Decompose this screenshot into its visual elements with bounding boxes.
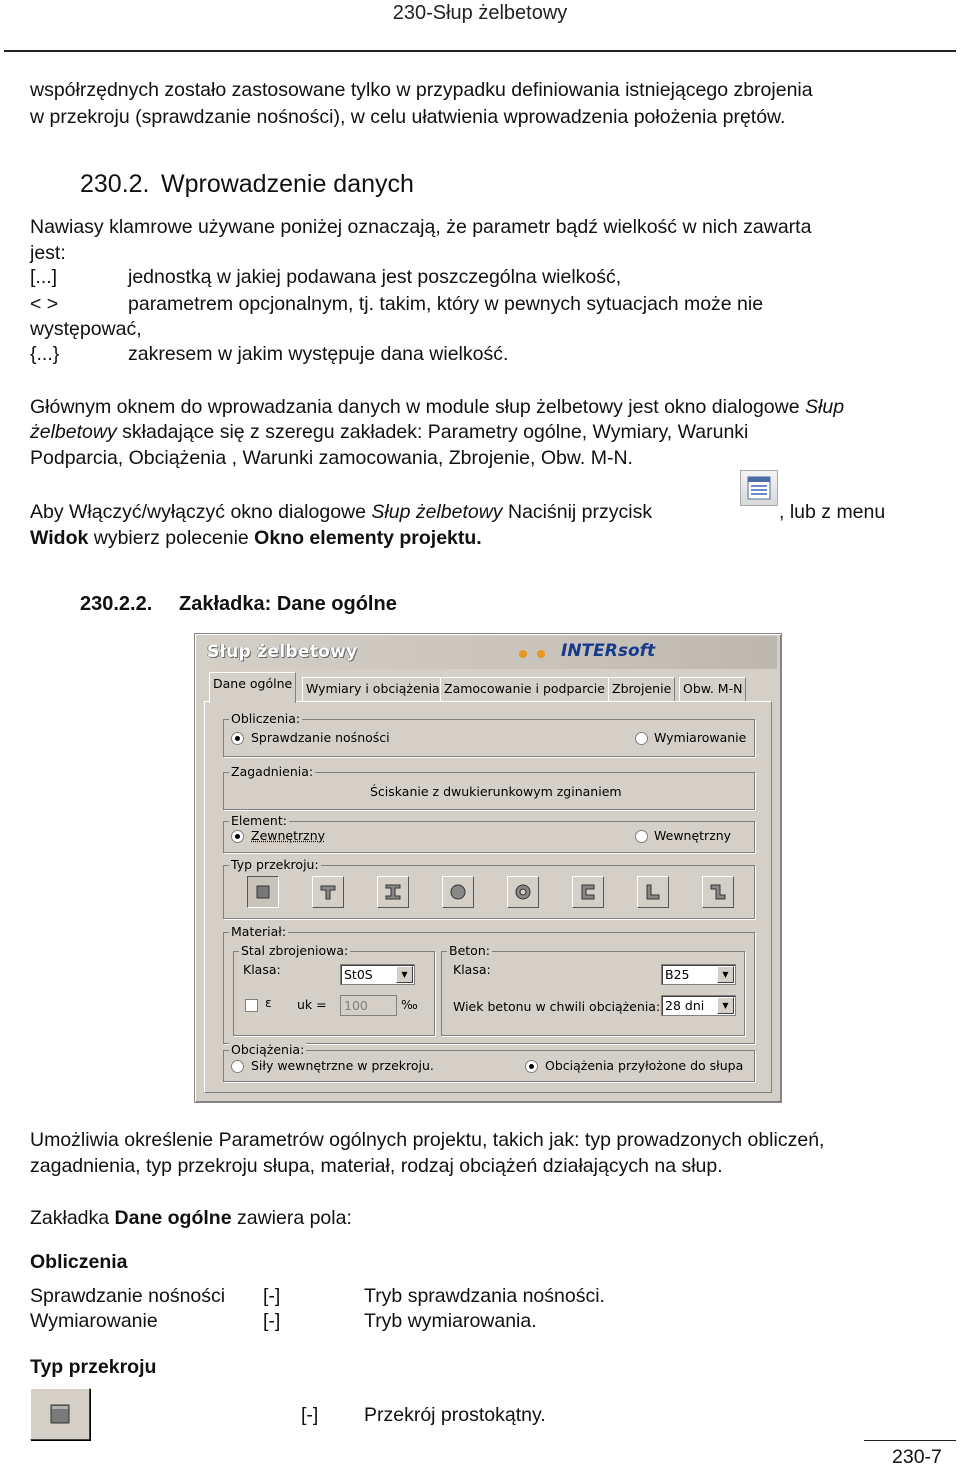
stal-klasa-select[interactable] (340, 964, 415, 985)
legend-sym-3: {...} (30, 343, 60, 365)
section-z-button[interactable] (702, 876, 734, 908)
section-c-button[interactable] (572, 876, 604, 908)
c-section-icon (579, 883, 597, 901)
section-rectangle-button[interactable] (247, 876, 279, 908)
section-p2-line1: Głównym oknem do wprowadzania danych w module słup żelbetowy jest okno dialogowe Słup (30, 396, 845, 418)
i-section-icon (384, 883, 402, 901)
page-number: 230-7 (892, 1446, 942, 1468)
elements-window-button-icon (740, 470, 778, 506)
after-p1-line1: Umożliwia określenie Parametrów ogólnych projektu, takich jak: typ prowadzonych obliczeń, (30, 1129, 825, 1151)
section-t-button[interactable] (312, 876, 344, 908)
radio-sprawdzanie-nosnosci-label: Sprawdzanie nośności (251, 730, 390, 745)
group-obliczenia-label: Obliczenia: (231, 711, 301, 726)
z-section-icon (709, 883, 727, 901)
field-unit-2: [-] (263, 1310, 281, 1332)
radio-wymiarowanie-label: Wymiarowanie (654, 730, 747, 745)
group-typ-przekroju-label: Typ przekroju: (231, 857, 319, 872)
legend-desc-1: jednostką w jakiej podawana jest poszczególna wielkość, (128, 266, 622, 288)
circle-section-icon (449, 883, 467, 901)
radio-sily-wewnetrzne-label: Siły wewnętrzne w przekroju. (251, 1058, 434, 1073)
page-header: 230-Słup żelbetowy (392, 2, 568, 24)
uk-unit: ‰ (401, 997, 418, 1012)
after-p1-line2: zagadnienia, typ przekroju słupa, materiał, rodzaj obciążeń działających na słup. (30, 1155, 723, 1177)
uk-input[interactable]: 100 (340, 995, 397, 1016)
dialog-title: Słup żelbetowy (207, 642, 358, 662)
l-section-icon (644, 883, 662, 901)
tab-zbrojenie[interactable]: Zbrojenie (608, 677, 675, 701)
zagadnienia-value: Ściskanie z dwukierunkowym zginaniem (370, 784, 622, 799)
section-title: Wprowadzenie danych (161, 170, 414, 198)
typ-przekroju-heading: Typ przekroju (30, 1356, 157, 1378)
legend-desc-2b: występować, (30, 318, 142, 340)
footer-rule (864, 1440, 956, 1441)
eps-label: ε (265, 995, 272, 1010)
group-beton-label: Beton: (449, 943, 490, 958)
dialog-slup-zelbetowy (194, 633, 782, 1103)
rectangle-section-button[interactable] (30, 1388, 90, 1440)
section-ring-button[interactable] (507, 876, 539, 908)
group-zagadnienia-label: Zagadnienia: (231, 764, 314, 779)
tab-obw-mn[interactable]: Obw. M-N (679, 677, 746, 701)
section-circle-button[interactable] (442, 876, 474, 908)
subsection-number: 230.2.2. (80, 593, 153, 615)
section-p2-line2: żelbetowy składające się z szeregu zakładek: Parametry ogólne, Wymiary, Warunki (30, 421, 749, 443)
legend-desc-2: parametrem opcjonalnym, tj. takim, który w pewnych sytuacjach może nie (128, 293, 764, 315)
beton-klasa-value: B25 (665, 967, 690, 982)
tab-zamocowanie-i-podparcie[interactable]: Zamocowanie i podparcie (440, 677, 609, 701)
eps-checkbox[interactable] (245, 999, 258, 1012)
wiek-value: 28 dni (665, 998, 705, 1013)
radio-zewnetrzny[interactable] (231, 830, 244, 843)
rectangle-section-icon (254, 883, 272, 901)
wiek-label: Wiek betonu w chwili obciążenia: (453, 999, 661, 1014)
group-element-label: Element: (231, 813, 287, 828)
tab-panel (204, 701, 772, 1093)
section-p1-line2: jest: (30, 242, 66, 264)
section-l-button[interactable] (637, 876, 669, 908)
radio-wymiarowanie[interactable] (635, 732, 648, 745)
field-name-2: Wymiarowanie (30, 1310, 158, 1332)
chevron-down-icon: ▼ (717, 966, 734, 983)
group-obciazenia-label: Obciążenia: (231, 1042, 305, 1057)
t-section-icon (319, 883, 337, 901)
radio-zewnetrzny-label: Zewnętrzny (251, 828, 326, 843)
dot-icon (537, 650, 545, 658)
section-p1-line1: Nawiasy klamrowe używane poniżej oznaczają, że parametr bądź wielkość w nich zawarta (30, 216, 812, 238)
radio-sily-wewnetrzne[interactable] (231, 1060, 244, 1073)
header-rule (4, 50, 956, 52)
legend-desc-3: zakresem w jakim występuje dana wielkość. (128, 343, 509, 365)
group-typ-przekroju (223, 865, 755, 919)
radio-sprawdzanie-nosnosci[interactable] (231, 732, 244, 745)
field-desc-2: Tryb wymiarowania. (364, 1310, 537, 1332)
uk-label: uk = (297, 997, 327, 1012)
section-number: 230.2. (80, 170, 150, 198)
after-p2: Zakładka Dane ogólne zawiera pola: (30, 1207, 352, 1229)
beton-klasa-select[interactable] (661, 964, 736, 985)
rectangle-section-icon (45, 1399, 75, 1429)
field-desc-1: Tryb sprawdzania nośności. (364, 1285, 605, 1307)
typ-unit: [-] (301, 1404, 319, 1426)
section-p2-line3: Podparcia, Obciążenia , Warunki zamocowania, Zbrojenie, Obw. M-N. (30, 447, 633, 469)
chevron-down-icon: ▼ (717, 997, 734, 1014)
radio-wewnetrzny-label: Wewnętrzny (654, 828, 732, 843)
dialog-titlebar (197, 636, 777, 669)
section-p3-line1: Aby Włączyć/wyłączyć okno dialogowe Słup żelbetowy Naciśnij przycisk (30, 501, 653, 523)
tab-wymiary-i-obciazenia[interactable]: Wymiary i obciążenia (302, 677, 444, 701)
field-name-1: Sprawdzanie nośności (30, 1285, 226, 1307)
radio-obciazenia-przylozone[interactable] (525, 1060, 538, 1073)
radio-wewnetrzny[interactable] (635, 830, 648, 843)
typ-desc: Przekrój prostokątny. (364, 1404, 546, 1426)
radio-obciazenia-przylozone-label: Obciążenia przyłożone do słupa (545, 1058, 744, 1073)
intro-line-1: współrzędnych zostało zastosowane tylko w przypadku definiowania istniejącego zbrojenia (30, 79, 813, 101)
beton-klasa-label: Klasa: (453, 962, 491, 977)
stal-klasa-label: Klasa: (243, 962, 281, 977)
section-p3-line2: Widok wybierz polecenie Okno elementy projektu. (30, 527, 482, 549)
wiek-select[interactable] (661, 995, 736, 1016)
dot-icon (519, 650, 527, 658)
intersoft-logo: INTERsoft (561, 641, 656, 661)
section-i-button[interactable] (377, 876, 409, 908)
stal-klasa-value: St0S (344, 967, 373, 982)
chevron-down-icon: ▼ (396, 966, 413, 983)
ring-section-icon (514, 883, 532, 901)
legend-sym-2: < > (30, 293, 59, 315)
group-material-label: Materiał: (231, 924, 287, 939)
field-unit-1: [-] (263, 1285, 281, 1307)
subsection-title: Zakładka: Dane ogólne (179, 593, 397, 615)
legend-sym-1: [...] (30, 266, 58, 288)
group-stal-label: Stal zbrojeniowa: (241, 943, 349, 958)
tab-dane-ogolne[interactable]: Dane ogólne (209, 672, 296, 703)
intro-line-2: w przekroju (sprawdzanie nośności), w celu ułatwienia wprowadzenia położenia prętów. (30, 106, 786, 128)
obliczenia-heading: Obliczenia (30, 1251, 128, 1273)
section-p3-line1-end: , lub z menu (779, 501, 886, 523)
